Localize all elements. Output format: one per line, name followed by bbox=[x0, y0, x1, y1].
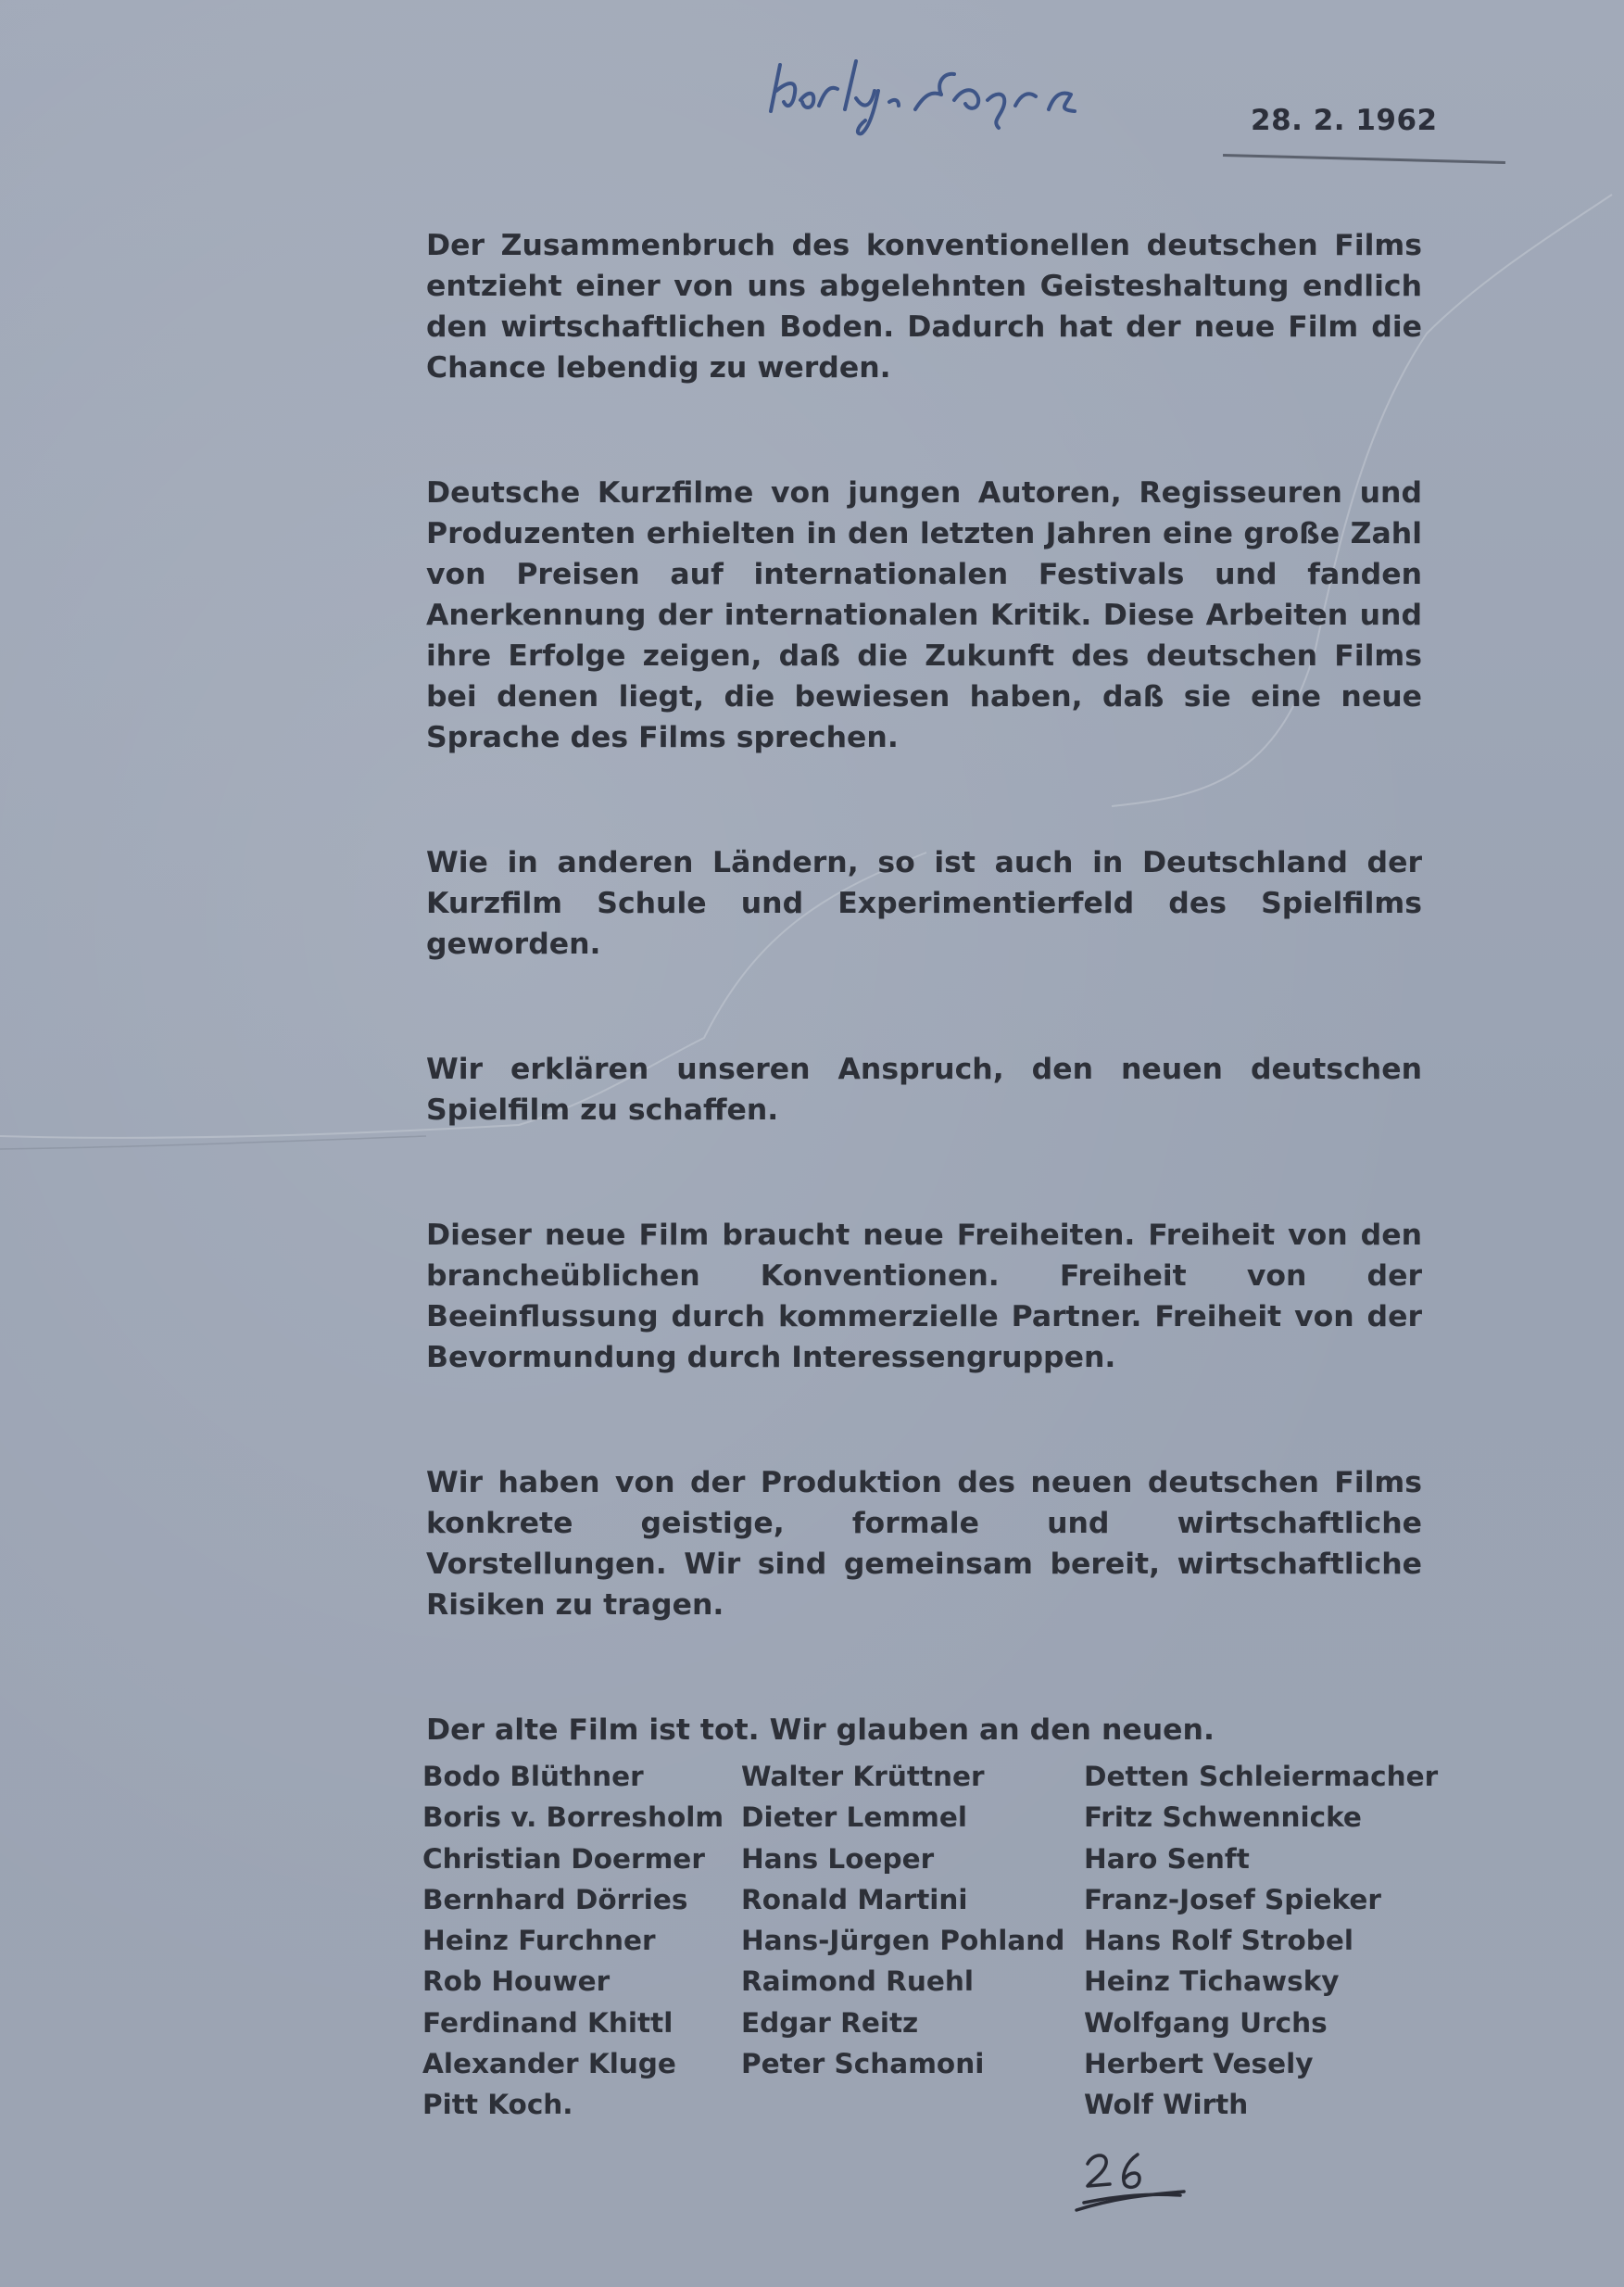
paragraph-6: Wir haben von der Produktion des neuen deutschen Films konkrete geistige, formale und wirtschaftliche Vorstellungen. Wir sind gemeinsam bereit, wirtschaftliche Risiken zu tragen. bbox=[426, 1466, 1422, 1622]
signatory-name: Rob Houwer bbox=[422, 1965, 611, 1998]
signatory-name: Detten Schleiermacher bbox=[1084, 1761, 1439, 1792]
signatory-name: Wolf Wirth bbox=[1084, 2089, 1249, 2121]
signatory-column-3 bbox=[1084, 1756, 1438, 2126]
signatory-name: Franz-Josef Spieker bbox=[1084, 1883, 1381, 1915]
paragraph-4: Wir erklären unseren Anspruch, den neuen deutschen Spielfilm zu schaffen. bbox=[426, 1053, 1422, 1127]
signatory-name: Christian Doermer bbox=[422, 1842, 705, 1875]
signatory-name: Walter Krüttner bbox=[741, 1761, 985, 1792]
signatory-name: Alexander Kluge bbox=[422, 2048, 676, 2080]
signatory-name: Haro Senft bbox=[1084, 1842, 1250, 1875]
signatory-name: Heinz Tichawsky bbox=[1084, 1965, 1340, 1998]
signatory-name: Wolfgang Urchs bbox=[1084, 2006, 1328, 2039]
signatory-name: Fritz Schwennicke bbox=[1084, 1801, 1362, 1834]
signatory-name: Bernhard Dörries bbox=[422, 1883, 688, 1915]
date-underline bbox=[1223, 154, 1505, 164]
signatory-name: Edgar Reitz bbox=[741, 2006, 919, 2039]
manifesto-text bbox=[426, 225, 1422, 1750]
signatory-name: Ferdinand Khittl bbox=[422, 2006, 674, 2039]
signatory-column-2 bbox=[741, 1756, 1064, 2084]
document-date: 28. 2. 1962 bbox=[1251, 104, 1438, 137]
signatory-name: Hans Loeper bbox=[741, 1842, 935, 1875]
signatory-name: Boris v. Borresholm bbox=[422, 1801, 724, 1834]
signatory-name: Hans Rolf Strobel bbox=[1084, 1925, 1354, 1957]
handwritten-note bbox=[760, 54, 1241, 137]
signatory-name: Pitt Koch. bbox=[422, 2089, 573, 2121]
signatory-name: Heinz Furchner bbox=[422, 1925, 656, 1957]
signatory-name: Peter Schamoni bbox=[741, 2048, 985, 2080]
signatory-name: Herbert Vesely bbox=[1084, 2048, 1314, 2080]
paragraph-5: Dieser neue Film braucht neue Freiheiten. Freiheit von den brancheüblichen Konventionen. Freiheit von der Beeinflussung durch kommerzielle Partner. Freiheit von der Bevormundung durch Interessengruppen. bbox=[426, 1219, 1422, 1374]
signatory-name: Raimond Ruehl bbox=[741, 1965, 974, 1998]
signatory-name: Bodo Blüthner bbox=[422, 1761, 644, 1792]
paragraph-3: Wie in anderen Ländern, so ist auch in Deutschland der Kurzfilm Schule und Experimentierfeld des Spielfilms geworden. bbox=[426, 846, 1422, 961]
signatory-name: Ronald Martini bbox=[741, 1883, 968, 1915]
signatory-column-1 bbox=[422, 1756, 724, 2126]
signatory-name: Hans-Jürgen Pohland bbox=[741, 1925, 1065, 1957]
handwritten-page-number bbox=[1065, 2145, 1195, 2215]
paragraph-7: Der alte Film ist tot. Wir glauben an den neuen. bbox=[426, 1713, 1215, 1747]
paragraph-1: Der Zusammenbruch des konventionellen deutschen Films entzieht einer von uns abgelehnten Geisteshaltung endlich den wirtschaftlichen Boden. Dadurch hat der neue Film die Chance lebendig zu werden. bbox=[426, 229, 1422, 385]
signatory-name: Dieter Lemmel bbox=[741, 1801, 967, 1834]
paragraph-2: Deutsche Kurzfilme von jungen Autoren, Regisseuren und Produzenten erhielten in den letzten Jahren eine große Zahl von Preisen auf internationalen Festivals und fanden Anerkennung der internationalen Kritik. Diese Arbeiten und ihre Erfolge zeigen, daß die Zukunft des deutschen Films bei denen liegt, die bewiesen haben, daß sie eine neue Sprache des Films sprechen. bbox=[426, 476, 1422, 754]
